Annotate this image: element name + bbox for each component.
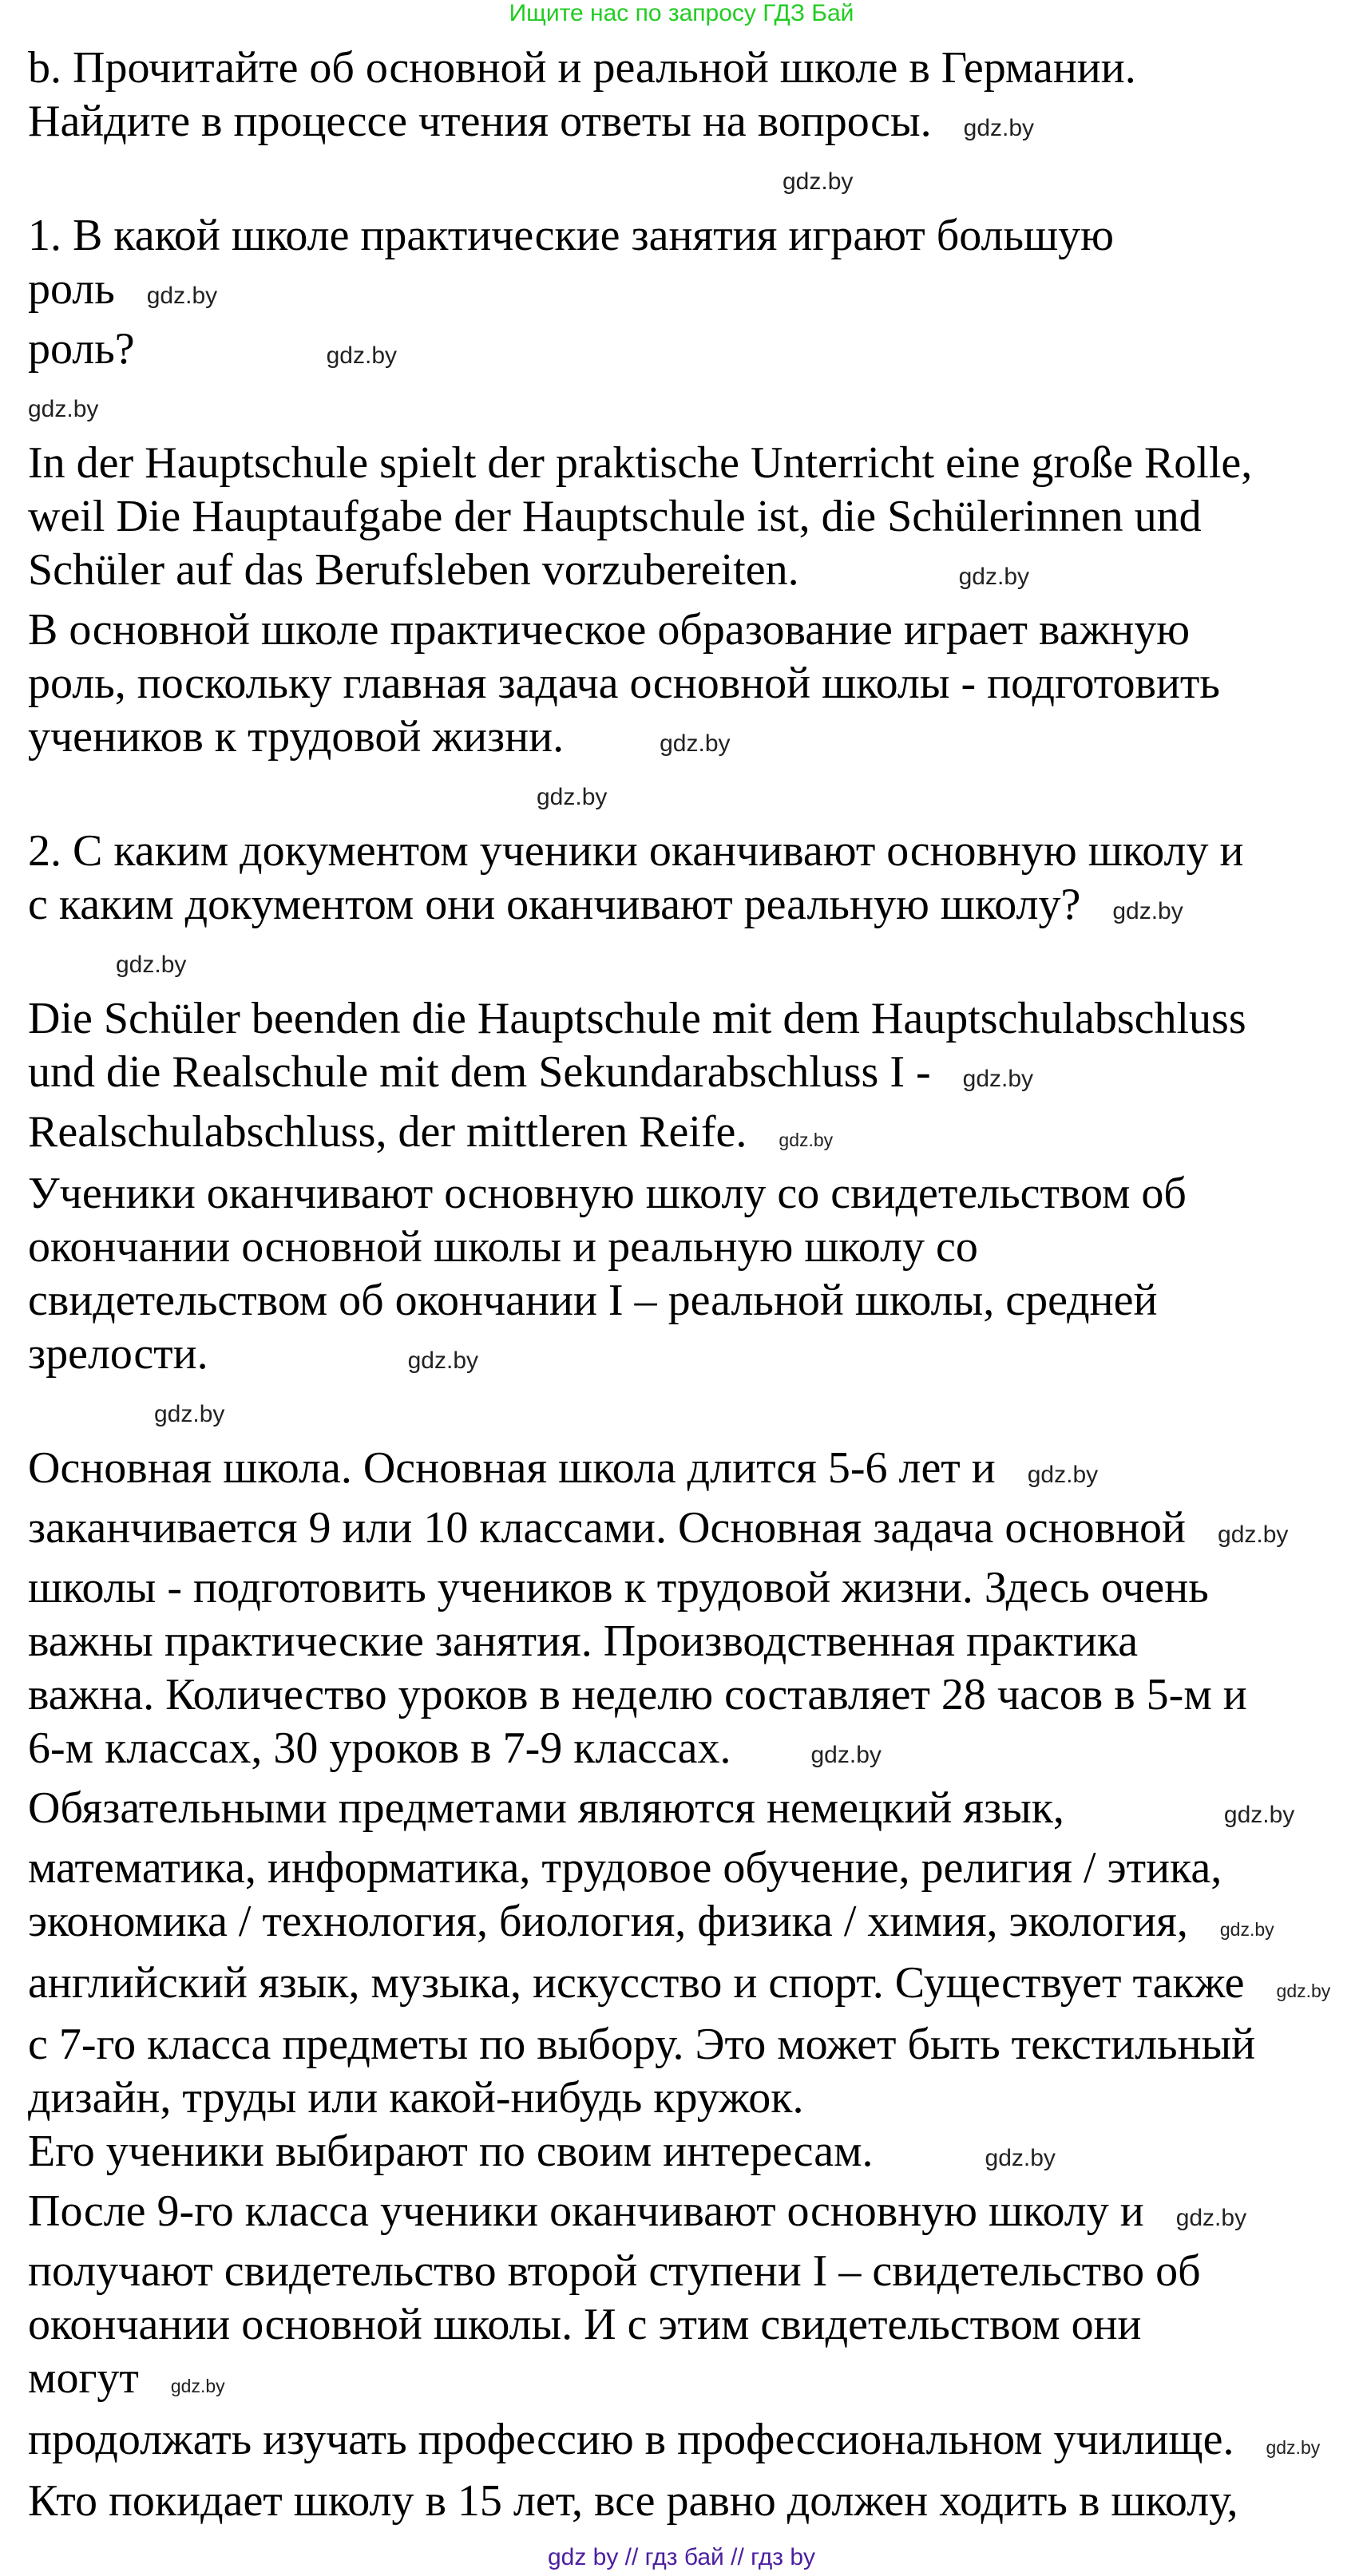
text-paragraph xyxy=(28,2018,1347,2071)
answer-1-ru xyxy=(28,710,1347,770)
watermark: gdz.by xyxy=(1175,2205,1247,2231)
watermark: gdz.by xyxy=(537,784,608,810)
line-text: Die Schüler beenden die Hauptschule mit dem Hauptschulabschluss xyxy=(28,994,1246,1043)
line-text: Основная школа. Основная школа длится 5-6 лет и xyxy=(28,1443,996,1493)
text-paragraph xyxy=(28,1442,1347,1502)
line-text: 6-м классах, 30 уроков в 7-9 классах. xyxy=(28,1723,731,1773)
text-paragraph xyxy=(28,2125,1347,2185)
document-body xyxy=(0,27,1363,2528)
watermark: gdz.by xyxy=(154,1401,225,1427)
footer-links: gdz by // гдз бай // гдз by xyxy=(547,2544,816,2570)
watermark: gdz.by xyxy=(779,1130,834,1150)
answer-1-ru xyxy=(28,603,1347,657)
watermark: gdz.by xyxy=(660,730,731,757)
line-text: окончании основной школы и реальную школу со xyxy=(28,1222,978,1272)
text-paragraph xyxy=(28,2475,1347,2528)
question-2 xyxy=(28,878,1347,938)
line-text: 1. В какой школе практические занятия играют большую xyxy=(28,211,1114,260)
text-paragraph xyxy=(28,1502,1347,1561)
line-text: В основной школе практическое образование играет важную xyxy=(28,605,1191,655)
question-1 xyxy=(28,322,1347,382)
watermark: gdz.by xyxy=(116,952,187,978)
watermark: gdz.by xyxy=(28,396,99,422)
answer-1-de xyxy=(28,544,1347,603)
line-text: роль, поскольку главная задача основной школы - подготовить xyxy=(28,659,1220,708)
line-text: важна. Количество уроков в неделю составляет 28 часов в 5-м и xyxy=(28,1670,1247,1719)
text-paragraph xyxy=(28,2298,1347,2413)
blank-row xyxy=(28,938,1347,992)
answer-2-ru xyxy=(28,1167,1347,1221)
line-text: После 9-го класса ученики оканчивают основную школу и xyxy=(28,2186,1144,2236)
blank-row xyxy=(28,1387,1347,1442)
watermark: gdz.by xyxy=(1027,1462,1099,1488)
watermark: gdz.by xyxy=(1266,2437,1321,2458)
watermark: gdz.by xyxy=(783,168,854,195)
line-text: b. Прочитайте об основной и реальной школе в Германии. xyxy=(28,43,1136,93)
text-paragraph xyxy=(28,1668,1347,1722)
text-paragraph xyxy=(28,2245,1347,2298)
watermark: gdz.by xyxy=(1276,1980,1331,2001)
watermark: gdz.by xyxy=(170,2376,225,2396)
line-text: Realschulabschluss, der mittleren Reife. xyxy=(28,1107,747,1157)
text-paragraph xyxy=(28,1615,1347,1668)
line-text: und die Realschule mit dem Sekundarabschluss I - xyxy=(28,1047,931,1097)
line-text: английский язык, музыка, искусство и спорт. Существует также xyxy=(28,1958,1245,2008)
line-text: важны практические занятия. Производственная практика xyxy=(28,1616,1139,1666)
search-banner: Ищите нас по запросу ГДЗ Бай xyxy=(509,0,854,26)
question-2 xyxy=(28,825,1347,878)
blank-row xyxy=(28,770,1347,825)
answer-2-ru xyxy=(28,1328,1347,1387)
answer-1-ru xyxy=(28,657,1347,710)
line-text: с каким документом они оканчивают реальную школу? xyxy=(28,880,1081,929)
watermark: gdz.by xyxy=(1112,898,1183,924)
line-text: Его ученики выбирают по своим интересам. xyxy=(28,2127,874,2176)
answer-2-de xyxy=(28,992,1347,1046)
answer-2-ru xyxy=(28,1274,1347,1328)
line-text: 2. С каким документом ученики оканчивают основную школу и xyxy=(28,826,1244,876)
line-text: учеников к трудовой жизни. xyxy=(28,712,565,762)
line-text: с 7-го класса предметы по выбору. Это может быть текстильный xyxy=(28,2020,1256,2069)
watermark: gdz.by xyxy=(407,1347,479,1374)
watermark: gdz.by xyxy=(326,342,397,369)
watermark: gdz.by xyxy=(1223,1802,1295,1828)
line-text: weil Die Hauptaufgabe der Hauptschule ist, die Schülerinnen und xyxy=(28,492,1202,541)
text-paragraph xyxy=(28,1782,1347,1842)
line-text: роль? xyxy=(28,324,135,374)
watermark: gdz.by xyxy=(1218,1521,1289,1548)
line-text: зрелости. xyxy=(28,1329,208,1379)
text-paragraph xyxy=(28,2071,1347,2125)
line-text: свидетельством об окончании I – реальной школы, средней xyxy=(28,1276,1158,1325)
line-text: заканчивается 9 или 10 классами. Основная задача основной xyxy=(28,1503,1187,1553)
text-paragraph xyxy=(28,1895,1347,1957)
line-text: окончании основной школы. И с этим свидетельством они могут xyxy=(28,2300,1142,2403)
line-text: получают свидетельство второй ступени I – свидетельство об xyxy=(28,2246,1201,2296)
watermark: gdz.by xyxy=(963,115,1035,141)
blank-row xyxy=(28,382,1347,437)
line-text: продолжать изучать профессию в профессиональном училище. xyxy=(28,2415,1234,2464)
task-heading xyxy=(28,95,1347,155)
watermark: gdz.by xyxy=(810,1742,882,1768)
task-heading xyxy=(28,42,1347,95)
line-text: In der Hauptschule spielt der praktische Unterricht eine große Rolle, xyxy=(28,438,1253,488)
line-text: роль xyxy=(28,264,115,314)
watermark: gdz.by xyxy=(146,283,218,309)
watermark: gdz.by xyxy=(962,1066,1034,1092)
watermark: gdz.by xyxy=(1219,1919,1274,1940)
line-text: дизайн, труды или какой-нибудь кружок. xyxy=(28,2073,804,2123)
line-text: Обязательными предметами являются немецкий язык, xyxy=(28,1783,1064,1833)
answer-2-de xyxy=(28,1046,1347,1106)
watermark: gdz.by xyxy=(985,2145,1056,2171)
line-text: экономика / технология, биология, физика / химия, экология, xyxy=(28,1897,1188,1946)
question-1 xyxy=(28,209,1347,263)
line-text: Кто покидает школу в 15 лет, все равно должен ходить в школу, xyxy=(28,2476,1238,2526)
answer-2-ru xyxy=(28,1221,1347,1274)
line-text: Schüler auf das Berufsleben vorzubereiten. xyxy=(28,545,799,595)
question-1 xyxy=(28,263,1347,322)
text-paragraph xyxy=(28,2413,1347,2475)
text-paragraph xyxy=(28,1957,1347,2018)
line-text: Найдите в процессе чтения ответы на вопросы. xyxy=(28,97,932,146)
line-text: школы - подготовить учеников к трудовой жизни. Здесь очень xyxy=(28,1563,1209,1612)
answer-2-de xyxy=(28,1106,1347,1167)
text-paragraph xyxy=(28,1561,1347,1615)
line-text: математика, информатика, трудовое обучение, религия / этика, xyxy=(28,1843,1222,1893)
answer-1-de xyxy=(28,490,1347,544)
text-paragraph xyxy=(28,2185,1347,2245)
text-paragraph xyxy=(28,1842,1347,1895)
blank-row xyxy=(28,155,1347,209)
text-paragraph xyxy=(28,1722,1347,1782)
watermark: gdz.by xyxy=(958,564,1030,590)
line-text: Ученики оканчивают основную школу со свидетельством об xyxy=(28,1169,1187,1218)
answer-1-de xyxy=(28,437,1347,490)
